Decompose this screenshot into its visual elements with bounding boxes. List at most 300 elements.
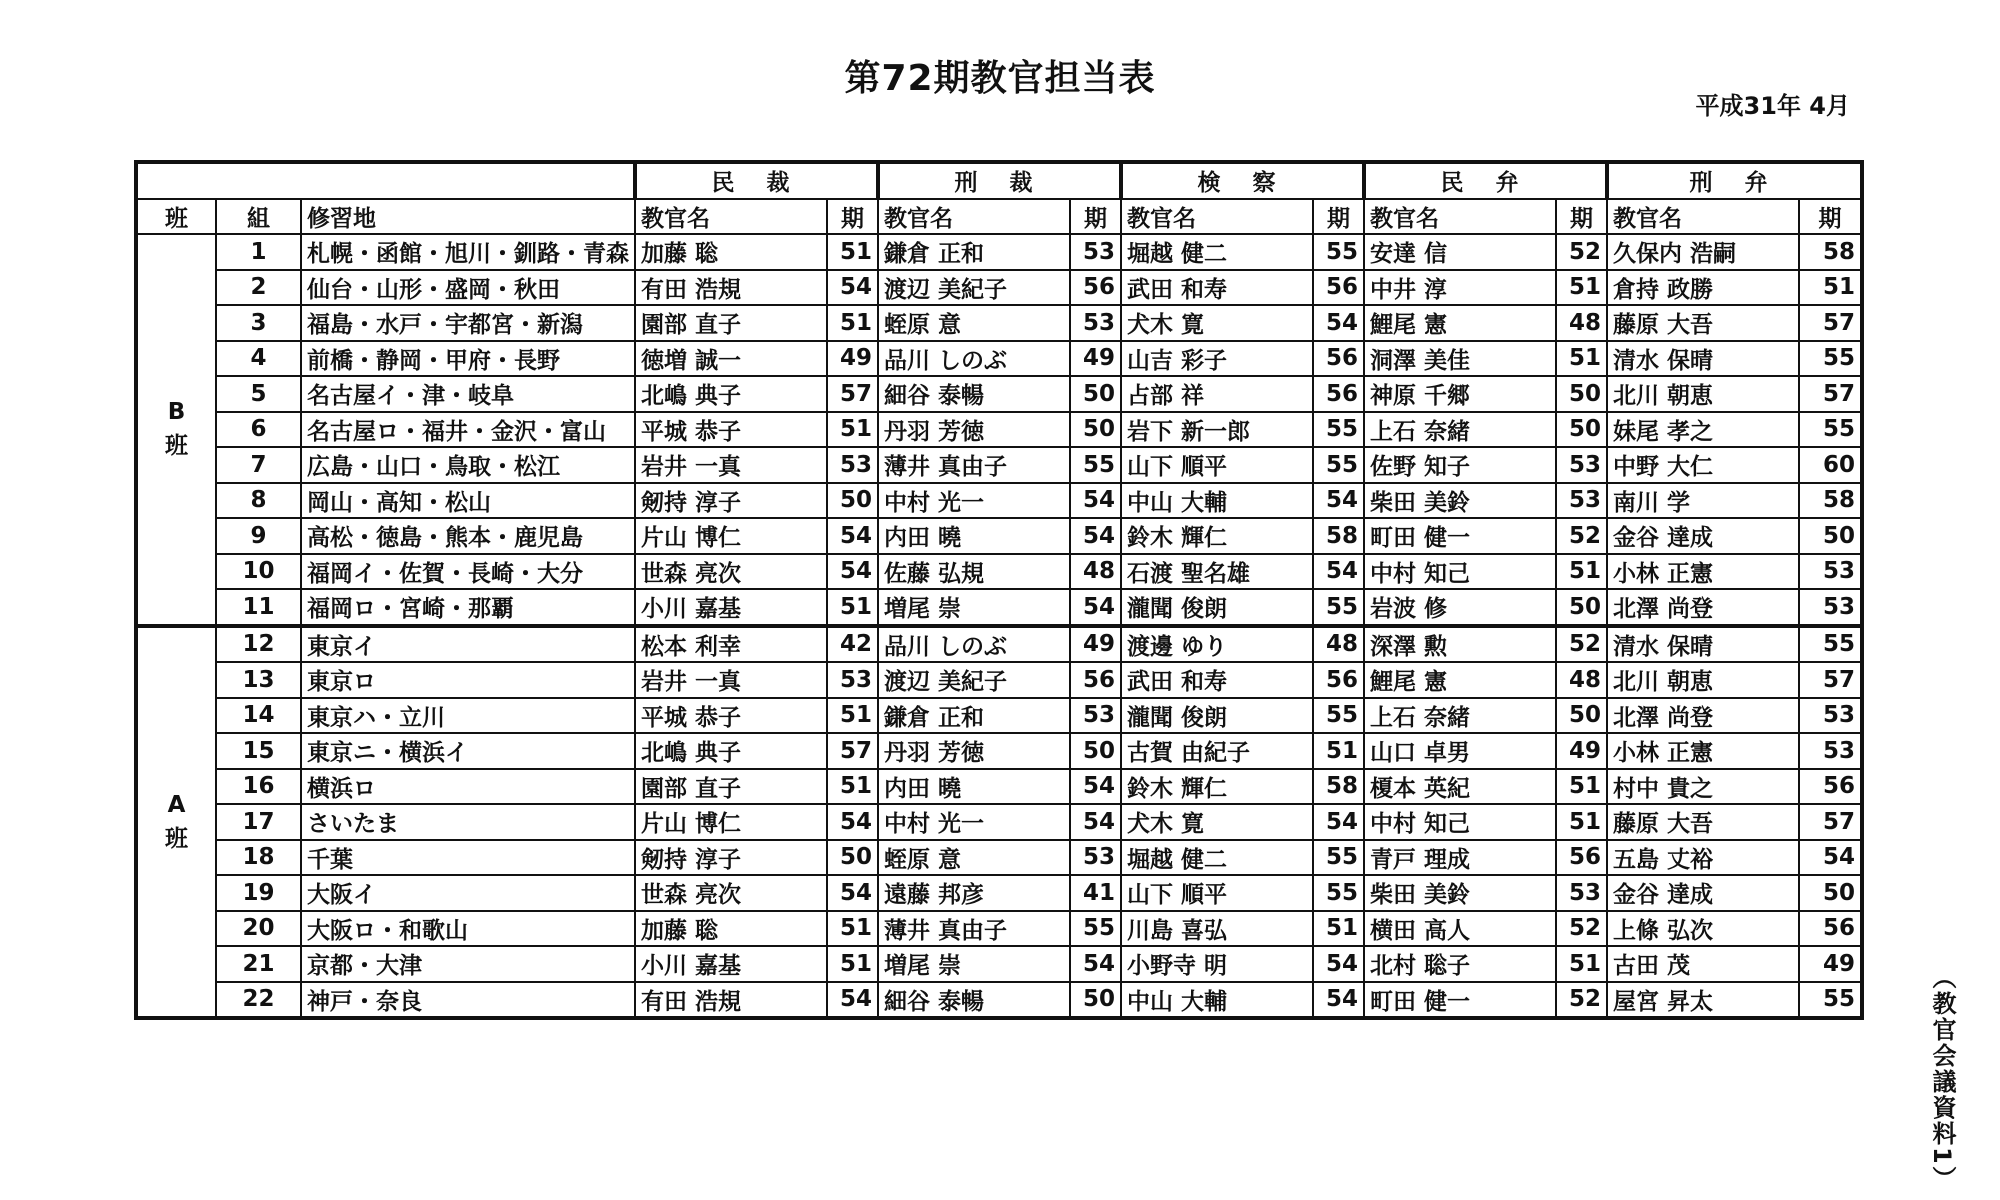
location-cell: 東京イ (301, 626, 635, 663)
teacher-name-cell: 柴田 美鈴 (1364, 875, 1556, 911)
term-cell: 56 (1070, 662, 1121, 698)
kumi-cell: 7 (216, 447, 301, 483)
term-cell: 55 (1313, 234, 1364, 270)
teacher-name-cell: 鈴木 輝仁 (1121, 518, 1313, 554)
term-cell: 56 (1799, 769, 1862, 805)
term-cell: 55 (1313, 447, 1364, 483)
teacher-name-cell: 岩井 一真 (635, 447, 827, 483)
header-teacher: 教官名 (878, 199, 1070, 235)
table-row (136, 911, 1862, 947)
teacher-name-cell: 南川 学 (1607, 483, 1799, 519)
term-cell: 54 (1313, 982, 1364, 1019)
category-row (136, 162, 1862, 199)
term-cell: 51 (827, 911, 878, 947)
term-cell: 55 (1070, 447, 1121, 483)
term-cell: 57 (827, 733, 878, 769)
teacher-name-cell: 金谷 達成 (1607, 875, 1799, 911)
term-cell: 56 (1313, 662, 1364, 698)
teacher-name-cell: 平城 恭子 (635, 698, 827, 734)
term-cell: 53 (1799, 589, 1862, 626)
term-cell: 58 (1313, 769, 1364, 805)
teacher-name-cell: 剱持 淳子 (635, 840, 827, 876)
header-term: 期 (1799, 199, 1862, 235)
teacher-name-cell: 中村 知己 (1364, 804, 1556, 840)
term-cell: 51 (1556, 341, 1607, 377)
kumi-cell: 2 (216, 270, 301, 306)
term-cell: 57 (1799, 804, 1862, 840)
teacher-name-cell: 増尾 崇 (878, 589, 1070, 626)
location-cell: 東京ロ (301, 662, 635, 698)
location-cell: 広島・山口・鳥取・松江 (301, 447, 635, 483)
teacher-name-cell: 丹羽 芳徳 (878, 733, 1070, 769)
teacher-name-cell: 北嶋 典子 (635, 376, 827, 412)
teacher-name-cell: 中野 大仁 (1607, 447, 1799, 483)
term-cell: 52 (1556, 982, 1607, 1019)
term-cell: 54 (1070, 769, 1121, 805)
term-cell: 49 (1556, 733, 1607, 769)
location-cell: 札幌・函館・旭川・釧路・青森 (301, 234, 635, 270)
teacher-name-cell: 佐藤 弘規 (878, 554, 1070, 590)
teacher-name-cell: 加藤 聡 (635, 911, 827, 947)
term-cell: 50 (1070, 982, 1121, 1019)
teacher-name-cell: 占部 祥 (1121, 376, 1313, 412)
location-cell: 大阪ロ・和歌山 (301, 911, 635, 947)
category-criminal-judge: 刑 裁 (878, 162, 1121, 199)
term-cell: 53 (1799, 698, 1862, 734)
teacher-name-cell: 上石 奈緒 (1364, 698, 1556, 734)
teacher-name-cell: 加藤 聡 (635, 234, 827, 270)
teacher-name-cell: 鎌倉 正和 (878, 234, 1070, 270)
teacher-name-cell: 川島 喜弘 (1121, 911, 1313, 947)
location-cell: 名古屋ロ・福井・金沢・富山 (301, 412, 635, 448)
teacher-name-cell: 松本 利幸 (635, 626, 827, 663)
teacher-name-cell: 屋宮 昇太 (1607, 982, 1799, 1019)
teacher-name-cell: 蛭原 意 (878, 305, 1070, 341)
term-cell: 51 (827, 698, 878, 734)
location-cell: さいたま (301, 804, 635, 840)
teacher-name-cell: 小林 正憲 (1607, 554, 1799, 590)
kumi-cell: 9 (216, 518, 301, 554)
header-teacher: 教官名 (1121, 199, 1313, 235)
teacher-name-cell: 北嶋 典子 (635, 733, 827, 769)
term-cell: 55 (1799, 626, 1862, 663)
teacher-name-cell: 北村 聡子 (1364, 946, 1556, 982)
table-row (136, 376, 1862, 412)
kumi-cell: 22 (216, 982, 301, 1019)
term-cell: 54 (827, 518, 878, 554)
teacher-name-cell: 清水 保晴 (1607, 626, 1799, 663)
term-cell: 54 (1070, 946, 1121, 982)
term-cell: 58 (1799, 234, 1862, 270)
teacher-name-cell: 山吉 彩子 (1121, 341, 1313, 377)
teacher-name-cell: 横田 高人 (1364, 911, 1556, 947)
teacher-name-cell: 丹羽 芳徳 (878, 412, 1070, 448)
term-cell: 54 (1313, 804, 1364, 840)
header-teacher: 教官名 (1364, 199, 1556, 235)
table-row (136, 412, 1862, 448)
teacher-name-cell: 中山 大輔 (1121, 982, 1313, 1019)
teacher-name-cell: 片山 博仁 (635, 518, 827, 554)
table-row (136, 270, 1862, 306)
term-cell: 48 (1070, 554, 1121, 590)
han-label: B 班 (136, 234, 216, 626)
term-cell: 55 (1313, 840, 1364, 876)
term-cell: 51 (1556, 554, 1607, 590)
table-row (136, 875, 1862, 911)
teacher-name-cell: 品川 しのぶ (878, 341, 1070, 377)
teacher-name-cell: 鈴木 輝仁 (1121, 769, 1313, 805)
term-cell: 54 (1313, 305, 1364, 341)
teacher-name-cell: 薄井 真由子 (878, 447, 1070, 483)
teacher-name-cell: 中井 淳 (1364, 270, 1556, 306)
teacher-name-cell: 内田 曉 (878, 769, 1070, 805)
term-cell: 51 (827, 769, 878, 805)
teacher-name-cell: 岩波 修 (1364, 589, 1556, 626)
location-cell: 大阪イ (301, 875, 635, 911)
location-cell: 東京ニ・横浜イ (301, 733, 635, 769)
kumi-cell: 5 (216, 376, 301, 412)
term-cell: 52 (1556, 234, 1607, 270)
header-term: 期 (1313, 199, 1364, 235)
location-cell: 福岡イ・佐賀・長崎・大分 (301, 554, 635, 590)
term-cell: 49 (1799, 946, 1862, 982)
term-cell: 53 (1070, 698, 1121, 734)
table-row (136, 840, 1862, 876)
term-cell: 53 (1556, 483, 1607, 519)
teacher-name-cell: 金谷 達成 (1607, 518, 1799, 554)
table-row (136, 662, 1862, 698)
term-cell: 56 (1799, 911, 1862, 947)
term-cell: 42 (827, 626, 878, 663)
teacher-name-cell: 北川 朝恵 (1607, 662, 1799, 698)
teacher-name-cell: 犬木 寛 (1121, 305, 1313, 341)
table-row (136, 447, 1862, 483)
kumi-cell: 4 (216, 341, 301, 377)
teacher-name-cell: 渡辺 美紀子 (878, 662, 1070, 698)
term-cell: 56 (1070, 270, 1121, 306)
teacher-name-cell: 世森 亮次 (635, 875, 827, 911)
location-cell: 横浜ロ (301, 769, 635, 805)
teacher-name-cell: 山下 順平 (1121, 875, 1313, 911)
teacher-name-cell: 岩下 新一郎 (1121, 412, 1313, 448)
teacher-name-cell: 有田 浩規 (635, 270, 827, 306)
table-row (136, 982, 1862, 1019)
teacher-name-cell: 榎本 英紀 (1364, 769, 1556, 805)
term-cell: 51 (827, 234, 878, 270)
table-row (136, 483, 1862, 519)
teacher-name-cell: 小川 嘉基 (635, 946, 827, 982)
term-cell: 56 (1556, 840, 1607, 876)
teacher-name-cell: 薄井 真由子 (878, 911, 1070, 947)
location-cell: 前橋・静岡・甲府・長野 (301, 341, 635, 377)
term-cell: 51 (1313, 733, 1364, 769)
location-cell: 福島・水戸・宇都宮・新潟 (301, 305, 635, 341)
table-row (136, 733, 1862, 769)
table-row (136, 554, 1862, 590)
term-cell: 53 (1070, 840, 1121, 876)
term-cell: 51 (827, 589, 878, 626)
term-cell: 50 (827, 840, 878, 876)
teacher-name-cell: 鯉尾 憲 (1364, 662, 1556, 698)
teacher-name-cell: 北川 朝恵 (1607, 376, 1799, 412)
kumi-cell: 3 (216, 305, 301, 341)
term-cell: 54 (1070, 589, 1121, 626)
term-cell: 52 (1556, 911, 1607, 947)
teacher-name-cell: 内田 曉 (878, 518, 1070, 554)
term-cell: 55 (1799, 982, 1862, 1019)
term-cell: 54 (1313, 554, 1364, 590)
header-kumi: 組 (216, 199, 301, 235)
teacher-name-cell: 岩井 一真 (635, 662, 827, 698)
term-cell: 54 (1070, 483, 1121, 519)
term-cell: 54 (1313, 946, 1364, 982)
term-cell: 52 (1556, 626, 1607, 663)
category-blank (136, 162, 635, 199)
teacher-name-cell: 上石 奈緒 (1364, 412, 1556, 448)
header-teacher: 教官名 (1607, 199, 1799, 235)
table-row (136, 946, 1862, 982)
teacher-name-cell: 藤原 大吾 (1607, 804, 1799, 840)
teacher-name-cell: 柴田 美鈴 (1364, 483, 1556, 519)
location-cell: 福岡ロ・宮崎・那覇 (301, 589, 635, 626)
category-criminal-defense: 刑 弁 (1607, 162, 1862, 199)
header-term: 期 (1556, 199, 1607, 235)
term-cell: 54 (827, 554, 878, 590)
teacher-name-cell: 深澤 勲 (1364, 626, 1556, 663)
teacher-name-cell: 清水 保晴 (1607, 341, 1799, 377)
header-teacher: 教官名 (635, 199, 827, 235)
kumi-cell: 1 (216, 234, 301, 270)
term-cell: 51 (827, 946, 878, 982)
teacher-name-cell: 片山 博仁 (635, 804, 827, 840)
category-civil-defense: 民 弁 (1364, 162, 1607, 199)
issue-date: 平成31年 4月 (1695, 92, 1850, 120)
term-cell: 57 (827, 376, 878, 412)
term-cell: 49 (827, 341, 878, 377)
teacher-name-cell: 古賀 由紀子 (1121, 733, 1313, 769)
term-cell: 53 (1070, 234, 1121, 270)
teacher-name-cell: 中村 知己 (1364, 554, 1556, 590)
term-cell: 55 (1799, 412, 1862, 448)
term-cell: 52 (1556, 518, 1607, 554)
term-cell: 54 (1799, 840, 1862, 876)
header-term: 期 (827, 199, 878, 235)
term-cell: 53 (827, 662, 878, 698)
teacher-name-cell: 渡邊 ゆり (1121, 626, 1313, 663)
category-prosecution: 検 察 (1121, 162, 1364, 199)
term-cell: 58 (1313, 518, 1364, 554)
teacher-name-cell: 安達 信 (1364, 234, 1556, 270)
teacher-name-cell: 剱持 淳子 (635, 483, 827, 519)
table-row (136, 305, 1862, 341)
teacher-name-cell: 武田 和寿 (1121, 270, 1313, 306)
term-cell: 56 (1313, 341, 1364, 377)
term-cell: 50 (1070, 733, 1121, 769)
teacher-name-cell: 町田 健一 (1364, 518, 1556, 554)
location-cell: 名古屋イ・津・岐阜 (301, 376, 635, 412)
term-cell: 50 (1070, 376, 1121, 412)
teacher-name-cell: 小野寺 明 (1121, 946, 1313, 982)
teacher-name-cell: 村中 貴之 (1607, 769, 1799, 805)
term-cell: 50 (827, 483, 878, 519)
teacher-name-cell: 園部 直子 (635, 769, 827, 805)
teacher-name-cell: 鎌倉 正和 (878, 698, 1070, 734)
term-cell: 51 (1556, 270, 1607, 306)
term-cell: 55 (1070, 911, 1121, 947)
location-cell: 神戸・奈良 (301, 982, 635, 1019)
teacher-name-cell: 中山 大輔 (1121, 483, 1313, 519)
teacher-name-cell: 北澤 尚登 (1607, 698, 1799, 734)
term-cell: 48 (1313, 626, 1364, 663)
teacher-name-cell: 洞澤 美佳 (1364, 341, 1556, 377)
teacher-name-cell: 久保内 浩嗣 (1607, 234, 1799, 270)
kumi-cell: 8 (216, 483, 301, 519)
teacher-name-cell: 五島 丈裕 (1607, 840, 1799, 876)
teacher-name-cell: 世森 亮次 (635, 554, 827, 590)
term-cell: 55 (1313, 698, 1364, 734)
teacher-name-cell: 有田 浩規 (635, 982, 827, 1019)
location-cell: 仙台・山形・盛岡・秋田 (301, 270, 635, 306)
term-cell: 48 (1556, 662, 1607, 698)
teacher-name-cell: 青戸 理成 (1364, 840, 1556, 876)
location-cell: 岡山・高知・松山 (301, 483, 635, 519)
term-cell: 57 (1799, 376, 1862, 412)
teacher-name-cell: 山下 順平 (1121, 447, 1313, 483)
page-title: 第72期教官担当表 (844, 58, 1156, 99)
teacher-name-cell: 品川 しのぶ (878, 626, 1070, 663)
term-cell: 53 (1799, 554, 1862, 590)
term-cell: 54 (1313, 483, 1364, 519)
term-cell: 55 (1313, 589, 1364, 626)
teacher-name-cell: 小川 嘉基 (635, 589, 827, 626)
term-cell: 55 (1799, 341, 1862, 377)
term-cell: 51 (1556, 769, 1607, 805)
kumi-cell: 13 (216, 662, 301, 698)
term-cell: 41 (1070, 875, 1121, 911)
term-cell: 51 (1313, 911, 1364, 947)
term-cell: 55 (1313, 412, 1364, 448)
location-cell: 京都・大津 (301, 946, 635, 982)
term-cell: 57 (1799, 662, 1862, 698)
kumi-cell: 16 (216, 769, 301, 805)
teacher-name-cell: 北澤 尚登 (1607, 589, 1799, 626)
category-civil-judge: 民 裁 (635, 162, 878, 199)
term-cell: 48 (1556, 305, 1607, 341)
term-cell: 50 (1799, 518, 1862, 554)
kumi-cell: 18 (216, 840, 301, 876)
han-label: A 班 (136, 626, 216, 1019)
side-note: （教官会議資料1） (1928, 965, 1956, 1192)
teacher-name-cell: 蛭原 意 (878, 840, 1070, 876)
table-row (136, 341, 1862, 377)
teacher-name-cell: 中村 光一 (878, 804, 1070, 840)
teacher-name-cell: 園部 直子 (635, 305, 827, 341)
teacher-name-cell: 細谷 泰暢 (878, 982, 1070, 1019)
teacher-name-cell: 瀧聞 俊朗 (1121, 698, 1313, 734)
term-cell: 56 (1313, 270, 1364, 306)
teacher-name-cell: 倉持 政勝 (1607, 270, 1799, 306)
term-cell: 50 (1556, 412, 1607, 448)
term-cell: 51 (827, 305, 878, 341)
table-row (136, 626, 1862, 663)
kumi-cell: 20 (216, 911, 301, 947)
kumi-cell: 11 (216, 589, 301, 626)
term-cell: 50 (1556, 698, 1607, 734)
term-cell: 54 (827, 982, 878, 1019)
teacher-name-cell: 小林 正憲 (1607, 733, 1799, 769)
table-row (136, 234, 1862, 270)
teacher-name-cell: 上條 弘次 (1607, 911, 1799, 947)
teacher-name-cell: 町田 健一 (1364, 982, 1556, 1019)
teacher-name-cell: 古田 茂 (1607, 946, 1799, 982)
term-cell: 57 (1799, 305, 1862, 341)
term-cell: 51 (1799, 270, 1862, 306)
teacher-name-cell: 堀越 健二 (1121, 234, 1313, 270)
location-cell: 千葉 (301, 840, 635, 876)
term-cell: 50 (1556, 589, 1607, 626)
kumi-cell: 15 (216, 733, 301, 769)
teacher-name-cell: 中村 光一 (878, 483, 1070, 519)
term-cell: 54 (827, 804, 878, 840)
term-cell: 54 (827, 875, 878, 911)
kumi-cell: 12 (216, 626, 301, 663)
table-row (136, 518, 1862, 554)
kumi-cell: 14 (216, 698, 301, 734)
teacher-name-cell: 遠藤 邦彦 (878, 875, 1070, 911)
term-cell: 54 (827, 270, 878, 306)
teacher-name-cell: 神原 千郷 (1364, 376, 1556, 412)
teacher-name-cell: 石渡 聖名雄 (1121, 554, 1313, 590)
location-cell: 東京ハ・立川 (301, 698, 635, 734)
teacher-name-cell: 藤原 大吾 (1607, 305, 1799, 341)
teacher-name-cell: 増尾 崇 (878, 946, 1070, 982)
term-cell: 53 (1556, 875, 1607, 911)
term-cell: 54 (1070, 804, 1121, 840)
teacher-name-cell: 犬木 寛 (1121, 804, 1313, 840)
term-cell: 49 (1070, 341, 1121, 377)
kumi-cell: 17 (216, 804, 301, 840)
kumi-cell: 19 (216, 875, 301, 911)
teacher-name-cell: 堀越 健二 (1121, 840, 1313, 876)
kumi-cell: 6 (216, 412, 301, 448)
teacher-name-cell: 瀧聞 俊朗 (1121, 589, 1313, 626)
term-cell: 56 (1313, 376, 1364, 412)
teacher-name-cell: 渡辺 美紀子 (878, 270, 1070, 306)
column-header-row (136, 199, 1862, 235)
table-row (136, 698, 1862, 734)
term-cell: 53 (1556, 447, 1607, 483)
term-cell: 51 (1556, 804, 1607, 840)
table-body (136, 234, 1862, 1018)
instructor-table (134, 160, 1864, 1020)
teacher-name-cell: 武田 和寿 (1121, 662, 1313, 698)
term-cell: 49 (1070, 626, 1121, 663)
term-cell: 53 (827, 447, 878, 483)
term-cell: 55 (1313, 875, 1364, 911)
kumi-cell: 21 (216, 946, 301, 982)
teacher-name-cell: 佐野 知子 (1364, 447, 1556, 483)
teacher-name-cell: 徳増 誠一 (635, 341, 827, 377)
teacher-name-cell: 細谷 泰暢 (878, 376, 1070, 412)
table-row (136, 769, 1862, 805)
term-cell: 50 (1799, 875, 1862, 911)
table-row (136, 589, 1862, 626)
table-row (136, 804, 1862, 840)
header-han: 班 (136, 199, 216, 235)
header-term: 期 (1070, 199, 1121, 235)
teacher-name-cell: 平城 恭子 (635, 412, 827, 448)
location-cell: 高松・徳島・熊本・鹿児島 (301, 518, 635, 554)
